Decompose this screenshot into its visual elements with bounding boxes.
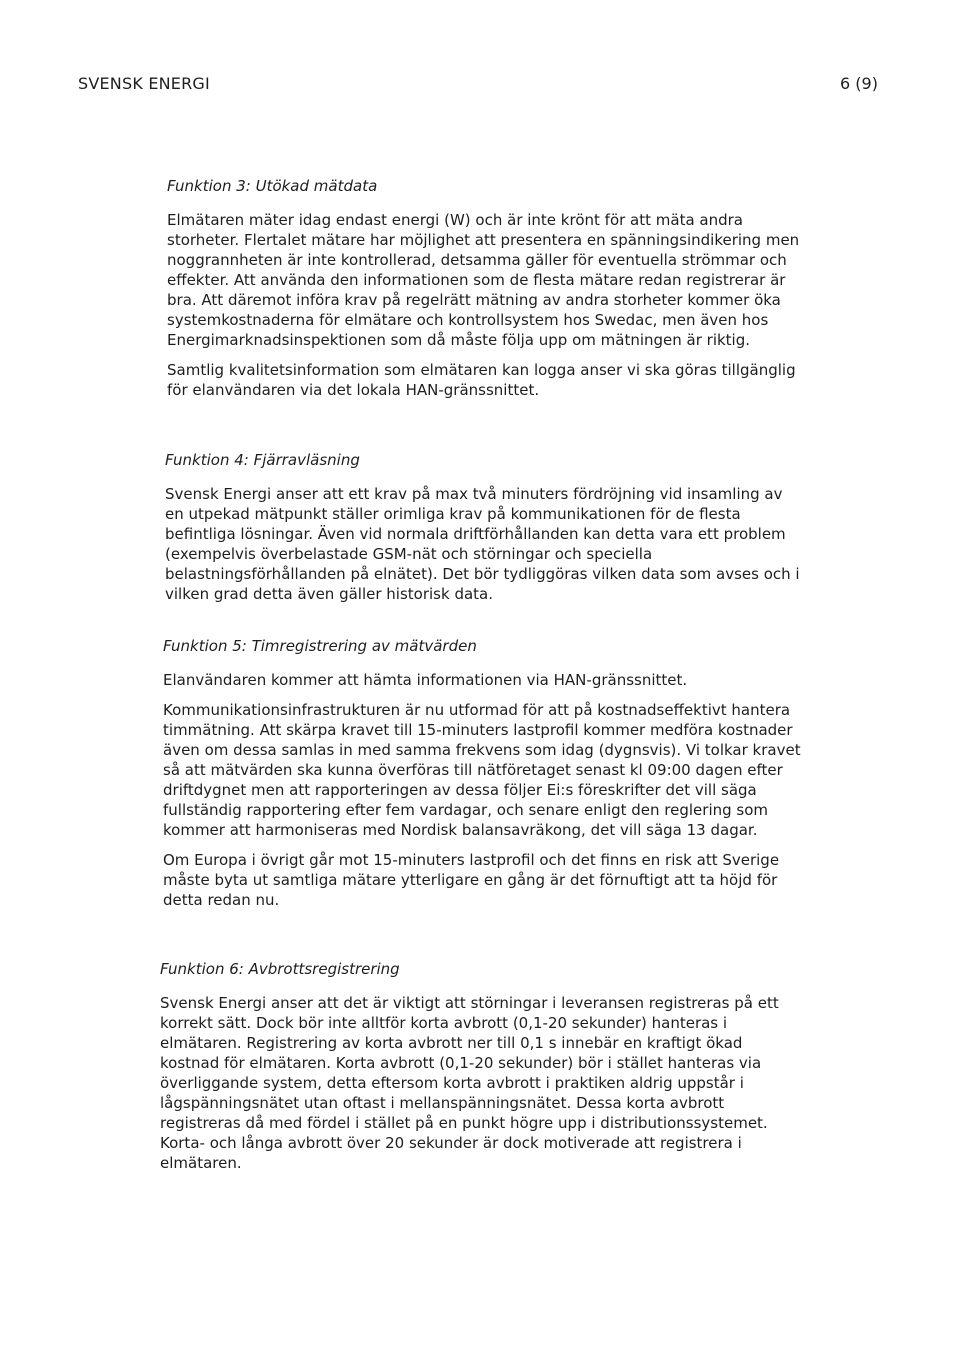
section-title: Funktion 5: Timregistrering av mätvärden xyxy=(163,637,477,655)
paragraph: Elmätaren mäter idag endast energi (W) och är inte krönt för att mäta andra storheter. Flertalet mätare har möjlighet att presentera en spänningsindikering men noggrannheten är inte kontrollerad, detsamma gäller för eventuella strömmar och effekter. Att använda den informationen som de flesta mätare redan registrerar är bra. Att däremot införa krav på regelrätt mätning av andra storheter kommer öka systemkostnaderna för elmätare och kontrollsystem hos Swedac, men även hos Energimarknadsinspektionen som då måste följa upp om mätningen är riktig. xyxy=(167,211,800,349)
section-funktion-6 xyxy=(160,959,800,1183)
paragraph: Elanvändaren kommer att hämta informationen via HAN-gränssnittet. xyxy=(163,671,688,689)
section-funktion-4 xyxy=(165,450,805,614)
paragraph: Kommunikationsinfrastrukturen är nu utformad för att på kostnadseffektivt hantera timmätning. Att skärpa kravet till 15-minuters lastprofil kommer medföra kostnader även om dessa samlas in med samma frekvens som idag (dygnsvis). Vi tolkar kravet så att mätvärden ska kunna överföras till nätföretaget senast kl 09:00 dagen efter driftdygnet men att rapporteringen av dessa följer Ei:s föreskrifter det vill säga fullständig rapportering efter fem vardagar, och senare enligt den reglering som kommer att harmoniseras med Nordisk balansavräkong, det vill säga 13 dagar. xyxy=(163,701,801,839)
paragraph: Svensk Energi anser att ett krav på max två minuters fördröjning vid insamling av en utpekad mätpunkt ställer orimliga krav på kommunikationen för de flesta befintliga lösningar. Även vid normala driftförhållanden kan detta vara ett problem (exempelvis överbelastade GSM-nät och störningar och speciella belastningsförhållanden på elnätet). Det bör tydliggöras vilken data som avses och i vilken grad detta även gäller historisk data. xyxy=(165,485,800,603)
section-funktion-3 xyxy=(167,176,807,410)
section-title: Funktion 6: Avbrottsregistrering xyxy=(160,960,400,978)
paragraph: Svensk Energi anser att det är viktigt att störningar i leveransen registreras på ett korrekt sätt. Dock bör inte alltför korta avbrott (0,1-20 sekunder) hanteras i elmätaren. Registrering av korta avbrott ner till 0,1 s innebär en kraftigt ökad kostnad för elmätaren. Korta avbrott (0,1-20 sekunder) bör i stället hanteras via överliggande system, detta eftersom korta avbrott i praktiken aldrig uppstår i lågspänningsnätet utan oftast i mellanspänningsnätet. Dessa korta avbrott registreras då med fördel i stället på en punkt högre upp i distributionssystemet. Korta- och långa avbrott över 20 sekunder är dock motiverade att registrera i elmätaren. xyxy=(160,994,779,1172)
page-number: 6 (9) xyxy=(840,74,878,93)
organization-name: SVENSK ENERGI xyxy=(78,74,210,93)
paragraph: Om Europa i övrigt går mot 15-minuters lastprofil och det finns en risk att Sverige måste byta ut samtliga mätare ytterligare en gång är det förnuftigt att ta höjd för detta redan nu. xyxy=(163,851,780,909)
paragraph: Samtlig kvalitetsinformation som elmätaren kan logga anser vi ska göras tillgänglig för elanvändaren via det lokala HAN-gränssnittet. xyxy=(167,361,796,399)
section-title: Funktion 3: Utökad mätdata xyxy=(167,177,378,195)
section-funktion-5 xyxy=(163,636,803,920)
section-title: Funktion 4: Fjärravläsning xyxy=(165,451,360,469)
